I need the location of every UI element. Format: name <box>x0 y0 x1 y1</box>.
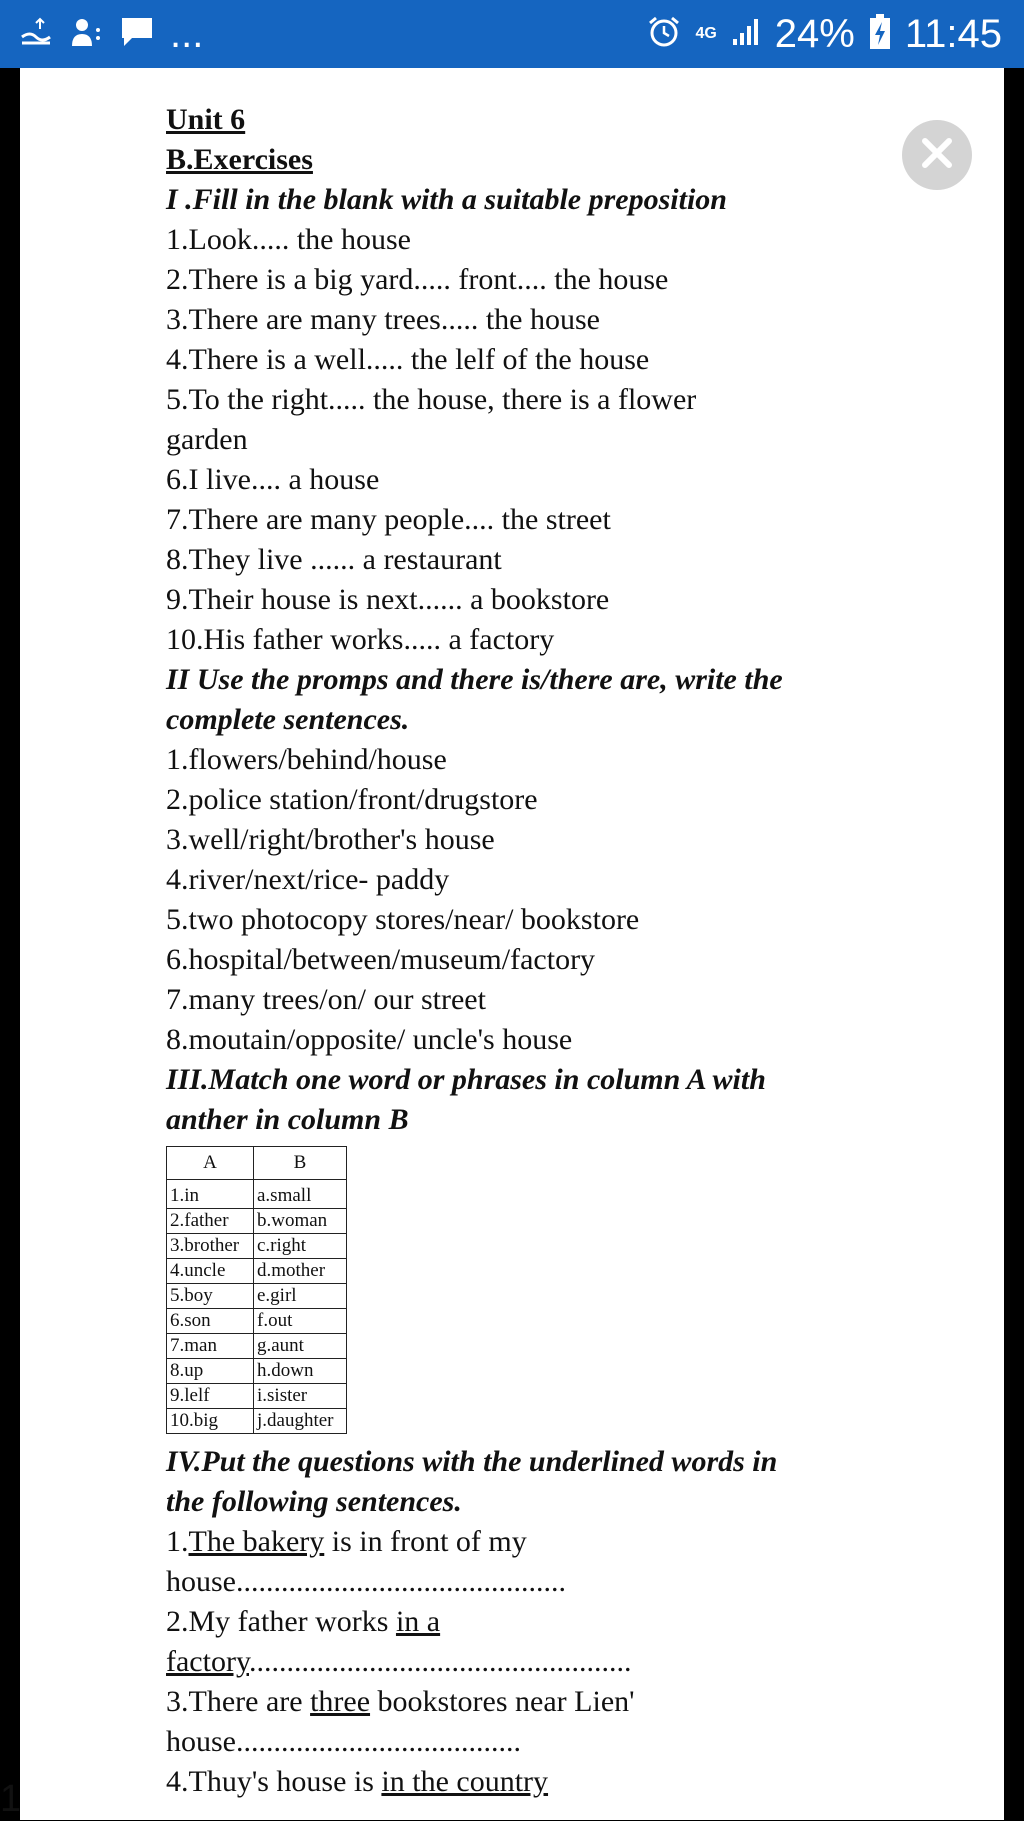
column-b-cell: d.mother <box>254 1259 347 1284</box>
column-a-cell: 8.up <box>167 1359 254 1384</box>
exercise-line: 7.There are many people.... the street <box>166 503 611 536</box>
column-a-cell: 1.in <box>167 1180 254 1209</box>
table-row <box>167 1384 347 1409</box>
close-icon <box>919 135 955 176</box>
column-b-header: B <box>254 1147 347 1180</box>
question-text: 1. <box>166 1525 189 1558</box>
section-4-heading: IV.Put the questions with the underlined words in <box>166 1445 778 1478</box>
column-b-cell: e.girl <box>254 1284 347 1309</box>
exercise-line: 5.To the right..... the house, there is a flower <box>166 383 697 416</box>
question-1-answer-line <box>166 1562 926 1602</box>
section-4-heading-cont: the following sentences. <box>166 1485 462 1518</box>
exercise-line: 3.well/right/brother's house <box>166 823 495 856</box>
table-row <box>167 1234 347 1259</box>
column-b-cell: g.aunt <box>254 1334 347 1359</box>
network-type: 4G <box>695 25 717 42</box>
underlined-words: factory <box>166 1645 249 1678</box>
table-row <box>167 1284 347 1309</box>
question-1 <box>166 1522 926 1562</box>
column-a-cell: 3.brother <box>167 1234 254 1259</box>
column-a-cell: 9.lelf <box>167 1384 254 1409</box>
clock: 11:45 <box>904 12 1002 56</box>
table-row <box>167 1334 347 1359</box>
question-2 <box>166 1602 926 1642</box>
question-4 <box>166 1762 926 1802</box>
table-row <box>167 1309 347 1334</box>
section-3-heading: III.Match one word or phrases in column A with <box>166 1063 766 1096</box>
exercise-line: 9.Their house is next...... a bookstore <box>166 583 610 616</box>
exercise-line: 5.two photocopy stores/near/ bookstore <box>166 903 640 936</box>
underlined-words: three <box>310 1685 371 1718</box>
question-text: is in front of my <box>324 1525 527 1558</box>
exercise-line: 4.There is a well..... the lelf of the house <box>166 343 650 376</box>
exercise-line: 10.His father works..... a factory <box>166 623 555 656</box>
exercise-line: 8.moutain/opposite/ uncle's house <box>166 1023 573 1056</box>
exercise-line: garden <box>166 423 248 456</box>
column-b-cell: f.out <box>254 1309 347 1334</box>
section-2-heading-cont: complete sentences. <box>166 703 410 736</box>
exercise-line: 7.many trees/on/ our street <box>166 983 486 1016</box>
signal-icon <box>731 17 761 52</box>
question-text: 3.There are <box>166 1685 311 1718</box>
column-b-cell: i.sister <box>254 1384 347 1409</box>
answer-blank: ...................................... <box>236 1725 521 1758</box>
section-1-heading: I .Fill in the blank with a suitable preposition <box>166 183 727 216</box>
question-text: bookstores near Lien' <box>370 1685 635 1718</box>
status-bar <box>0 0 1024 68</box>
column-b-cell: b.woman <box>254 1209 347 1234</box>
column-a-cell: 10.big <box>167 1409 254 1434</box>
exercise-line: 6.I live.... a house <box>166 463 380 496</box>
section-2-heading: II Use the promps and there is/there are, write the <box>166 663 783 696</box>
status-bar-system <box>647 10 1002 58</box>
exercise-line: 1.flowers/behind/house <box>166 743 447 776</box>
column-a-cell: 5.boy <box>167 1284 254 1309</box>
column-b-cell: j.daughter <box>254 1409 347 1434</box>
status-bar-notifications <box>20 10 203 58</box>
table-row <box>167 1180 347 1209</box>
exercise-line: 6.hospital/between/museum/factory <box>166 943 596 976</box>
question-text: 4.Thuy's house is <box>166 1765 382 1798</box>
battery-charging-icon <box>869 14 891 55</box>
message-icon <box>120 16 154 53</box>
question-3 <box>166 1682 926 1722</box>
question-text: house <box>166 1565 236 1598</box>
more-notifications: ... <box>170 12 204 56</box>
exercise-line: 3.There are many trees..... the house <box>166 303 600 336</box>
unit-title: Unit 6 <box>166 103 246 136</box>
column-a-cell: 7.man <box>167 1334 254 1359</box>
exercise-line: 8.They live ...... a restaurant <box>166 543 502 576</box>
battery-percent: 24% <box>774 12 855 56</box>
column-a-cell: 2.father <box>167 1209 254 1234</box>
exercises-subtitle: B.Exercises <box>166 143 313 176</box>
exercise-line: 2.There is a big yard..... front.... the house <box>166 263 669 296</box>
column-a-cell: 6.son <box>167 1309 254 1334</box>
answer-blank: ................................................... <box>249 1645 632 1678</box>
column-b-cell: a.small <box>254 1180 347 1209</box>
underlined-words: in a <box>395 1605 441 1638</box>
column-a-header: A <box>167 1147 254 1180</box>
question-2-answer-line <box>166 1642 926 1682</box>
table-row <box>167 1259 347 1284</box>
underlined-words: in the country <box>381 1765 549 1798</box>
data-transfer-icon <box>20 17 54 52</box>
worksheet <box>166 100 926 1802</box>
alarm-icon <box>647 15 681 54</box>
exercise-line: 2.police station/front/drugstore <box>166 783 538 816</box>
column-b-cell: c.right <box>254 1234 347 1259</box>
matching-table <box>166 1146 347 1434</box>
question-text: house <box>166 1725 236 1758</box>
column-b-cell: h.down <box>254 1359 347 1384</box>
exercise-line: 1.Look..... the house <box>166 223 411 256</box>
column-a-cell: 4.uncle <box>167 1259 254 1284</box>
question-3-answer-line <box>166 1722 926 1762</box>
person-add-icon <box>70 16 104 53</box>
exercise-line: 4.river/next/rice- paddy <box>166 863 450 896</box>
answer-blank: ............................................ <box>236 1565 566 1598</box>
table-row <box>167 1409 347 1434</box>
image-viewer-page <box>20 68 1004 1820</box>
close-button[interactable] <box>902 120 972 190</box>
section-3-heading-cont: anther in column B <box>166 1103 409 1136</box>
question-text: 2.My father works <box>166 1605 396 1638</box>
underlined-words: The bakery <box>188 1525 325 1558</box>
table-row <box>167 1209 347 1234</box>
table-row <box>167 1359 347 1384</box>
page-number: 1 <box>0 1778 22 1820</box>
